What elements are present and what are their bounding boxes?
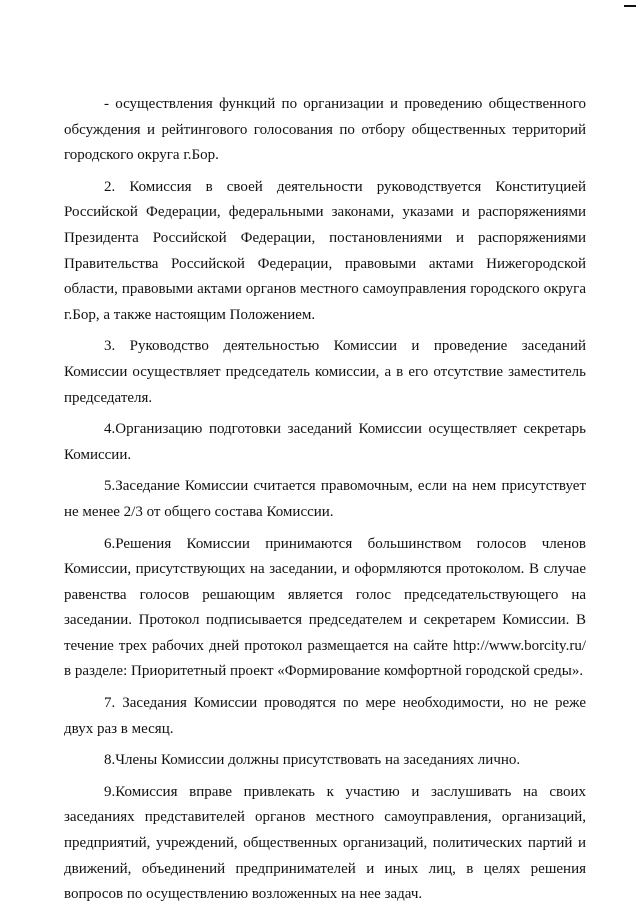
paragraph-4: 4.Организацию подготовки заседаний Комиссии осуществляет секретарь Комиссии.: [64, 421, 586, 463]
paragraph-3: 3. Руководство деятельностью Комиссии и проведение заседаний Комиссии осуществляет председатель комиссии, а в его отсутствие заместитель председателя.: [64, 338, 586, 406]
paragraph-8: 8.Члены Комиссии должны присутствовать на заседаниях лично.: [104, 752, 521, 769]
paragraph-2: 2. Комиссия в своей деятельности руководствуется Конституцией Российской Федерации, федеральными законами, указами и распоряжениями Президента Российской Федерации, постановлениями и распоряжениями Правительства Российской Федерации, правовыми актами Нижегородской области, правовыми актами органов местного самоуправления городского округа г.Бор, а также настоящим Положением.: [64, 178, 586, 323]
paragraph-1: - осуществления функций по организации и проведению общественного обсуждения и рейтингового голосования по отбору общественных территорий городского округа г.Бор.: [64, 96, 586, 164]
paragraph-6: 6.Решения Комиссии принимаются большинством голосов членов Комиссии, присутствующих на заседании, и оформляются протоколом. В случае равенства голосов решающим является голос председательствующего на заседании. Протокол подписывается председателем и секретарем Комиссии. В течение трех рабочих дней протокол размещается на сайте http://www.borcity.ru/ в разделе: Приоритетный проект «Формирование комфортной городской среды».: [64, 535, 586, 680]
paragraph-5: 5.Заседание Комиссии считается правомочным, если на нем присутствует не менее 2/3 от общего состава Комиссии.: [64, 478, 586, 520]
corner-mark: [624, 5, 636, 7]
document-body: [64, 92, 586, 914]
paragraph-7: 7. Заседания Комиссии проводятся по мере необходимости, но не реже двух раз в месяц.: [64, 695, 586, 737]
paragraph-9: 9.Комиссия вправе привлекать к участию и заслушивать на своих заседаниях представителей органов местного самоуправления, организаций, предприятий, учреждений, общественных организаций, политических партий и движений, объединений предпринимателей и иных лиц, в целях решения вопросов по осуществлению возложенных на нее задач.: [64, 783, 586, 903]
